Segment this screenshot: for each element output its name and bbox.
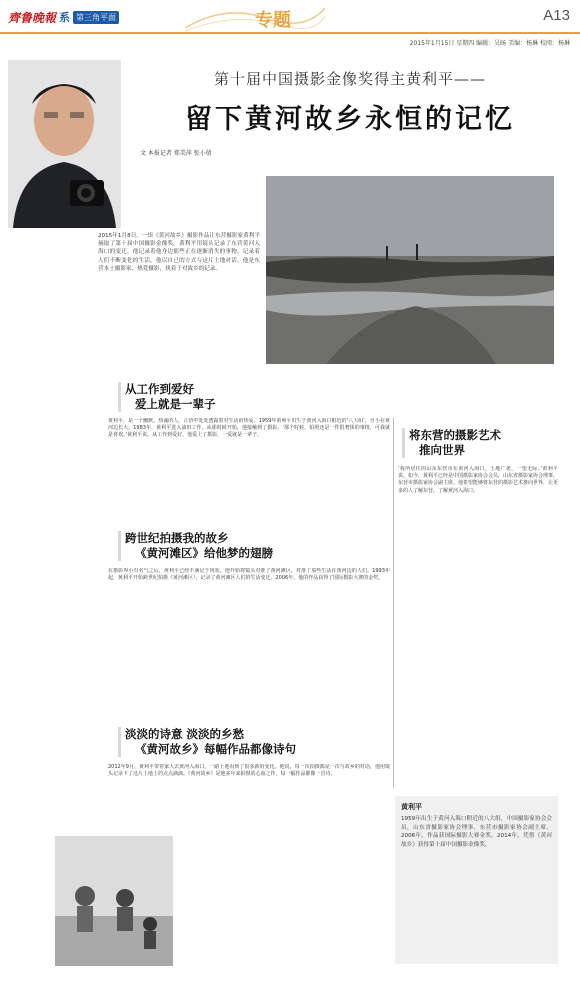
- inset-photo: [55, 836, 173, 966]
- brand-logo: 齊鲁晚報: [8, 10, 57, 25]
- section-1-title-line1: 从工作到爱好: [125, 382, 194, 396]
- main-photo: [266, 176, 554, 364]
- portrait-photo: [8, 60, 121, 228]
- section-2-body: 在摄影界小有名气之后，黄利平已经不满足于现状。他开始将镜头对准了黄河滩区，对准了那些生活在黄河边的人们。1993年起，黄利平开始跨世纪拍摄《黄河滩区》，记录了黄河滩区人们的生活变迁。2006年，他的作品获得了国际摄影大赛的金奖。: [108, 568, 390, 582]
- section-2-heading: [118, 531, 273, 561]
- section-4-body: ‘我所居住的山东东营市在黄河入海口，土地广袤，一望无际。’黄利平说。如今，黄利平已经是中国摄影家协会会员，山东省摄影家协会理事，东营市摄影家协会副主席。他希望能够将东营的摄影艺术推向世界，让更多的人了解东营，了解黄河入海口。: [398, 466, 558, 494]
- bio-title: 黄利平: [401, 803, 422, 811]
- section-4-title-line2: 推向世界: [419, 443, 465, 457]
- byline: 文 本报记者 郑美萍 张小倩: [140, 150, 212, 157]
- column-divider: [393, 418, 394, 788]
- section-1-body: 黄利平，是一个幽默、热诚的人，言语中处处透露着对生活的热爱。1959年黄利平出生于黄河入海口附近的‘八大组’，自小在黄河边长大。1983年，黄利平进入油田工作，从那时候开始，他接触到了摄影。‘那个时候，拍照还是一件很奢侈的事情，可我就是喜欢。’黄利平说。从工作到爱好，他爱上了摄影，一爱就是一辈子。: [108, 418, 390, 439]
- brand-badge: 第三角平面: [73, 11, 119, 24]
- masthead: [0, 0, 580, 34]
- bio-sidebar: [395, 796, 558, 964]
- section-3-heading: [118, 727, 296, 757]
- headline: [130, 68, 570, 136]
- headline-subtitle: 第十届中国摄影金像奖得主黄利平——: [213, 70, 486, 88]
- section-1-heading: [118, 382, 216, 412]
- section-1-title-line2: 爱上就是一辈子: [135, 397, 216, 411]
- special-label: 专题: [255, 10, 291, 31]
- section-4-title-line1: 将东营的摄影艺术: [409, 428, 501, 442]
- lead-paragraph: 2015年1月8日，一组《黄河故乡》摄影作品让东营摄影家黄利平摘取了第十届中国摄影金像奖。黄利平用镜头记录了东营黄河入海口的变迁，他记录着他身边那些正在逐渐消失的事物，记录着人们不断变化的生活，他以自己的方式与这片土地对话。他是东营本土摄影家，热爱摄影，执着于对故乡的记录。: [98, 233, 260, 272]
- section-2-title-line2: 《黄河滩区》给他梦的翅膀: [135, 546, 273, 560]
- bio-text: 1959年出生于黄河入海口附近的八大组，中国摄影家协会会员，山东省摄影家协会理事，东营市摄影家协会副主席。2006年，作品获国际摄影大赛金奖。2014年，凭借《黄河故乡》获得第十届中国摄影金像奖。: [401, 816, 552, 848]
- page-number: A13: [543, 7, 570, 24]
- section-3-body: 2012年9月，黄利平带着家人去黄河入海口，一路上他看到了很多新的变化。他说，每一次拍摄都是一次与故乡的对话，他用镜头记录下了这片土地上的点点滴滴。《黄河故乡》是他多年来拍摄的心血之作，每一幅作品都像一首诗。: [108, 764, 390, 778]
- dateline: 2015年1月15日 星期四 编辑：吴旸 美编：杨琳 校阅：杨琳: [409, 40, 570, 47]
- section-3-title-line2: 《黄河故乡》每幅作品都像诗句: [135, 742, 296, 756]
- headline-title: 留下黄河故乡永恒的记忆: [185, 104, 515, 135]
- section-4-heading: [402, 428, 501, 458]
- section-3-title-line1: 淡淡的诗意 淡淡的乡愁: [125, 727, 245, 741]
- brand: [8, 8, 119, 26]
- section-2-title-line1: 跨世纪拍摄我的故乡: [125, 531, 229, 545]
- brand-series: 系: [59, 11, 71, 24]
